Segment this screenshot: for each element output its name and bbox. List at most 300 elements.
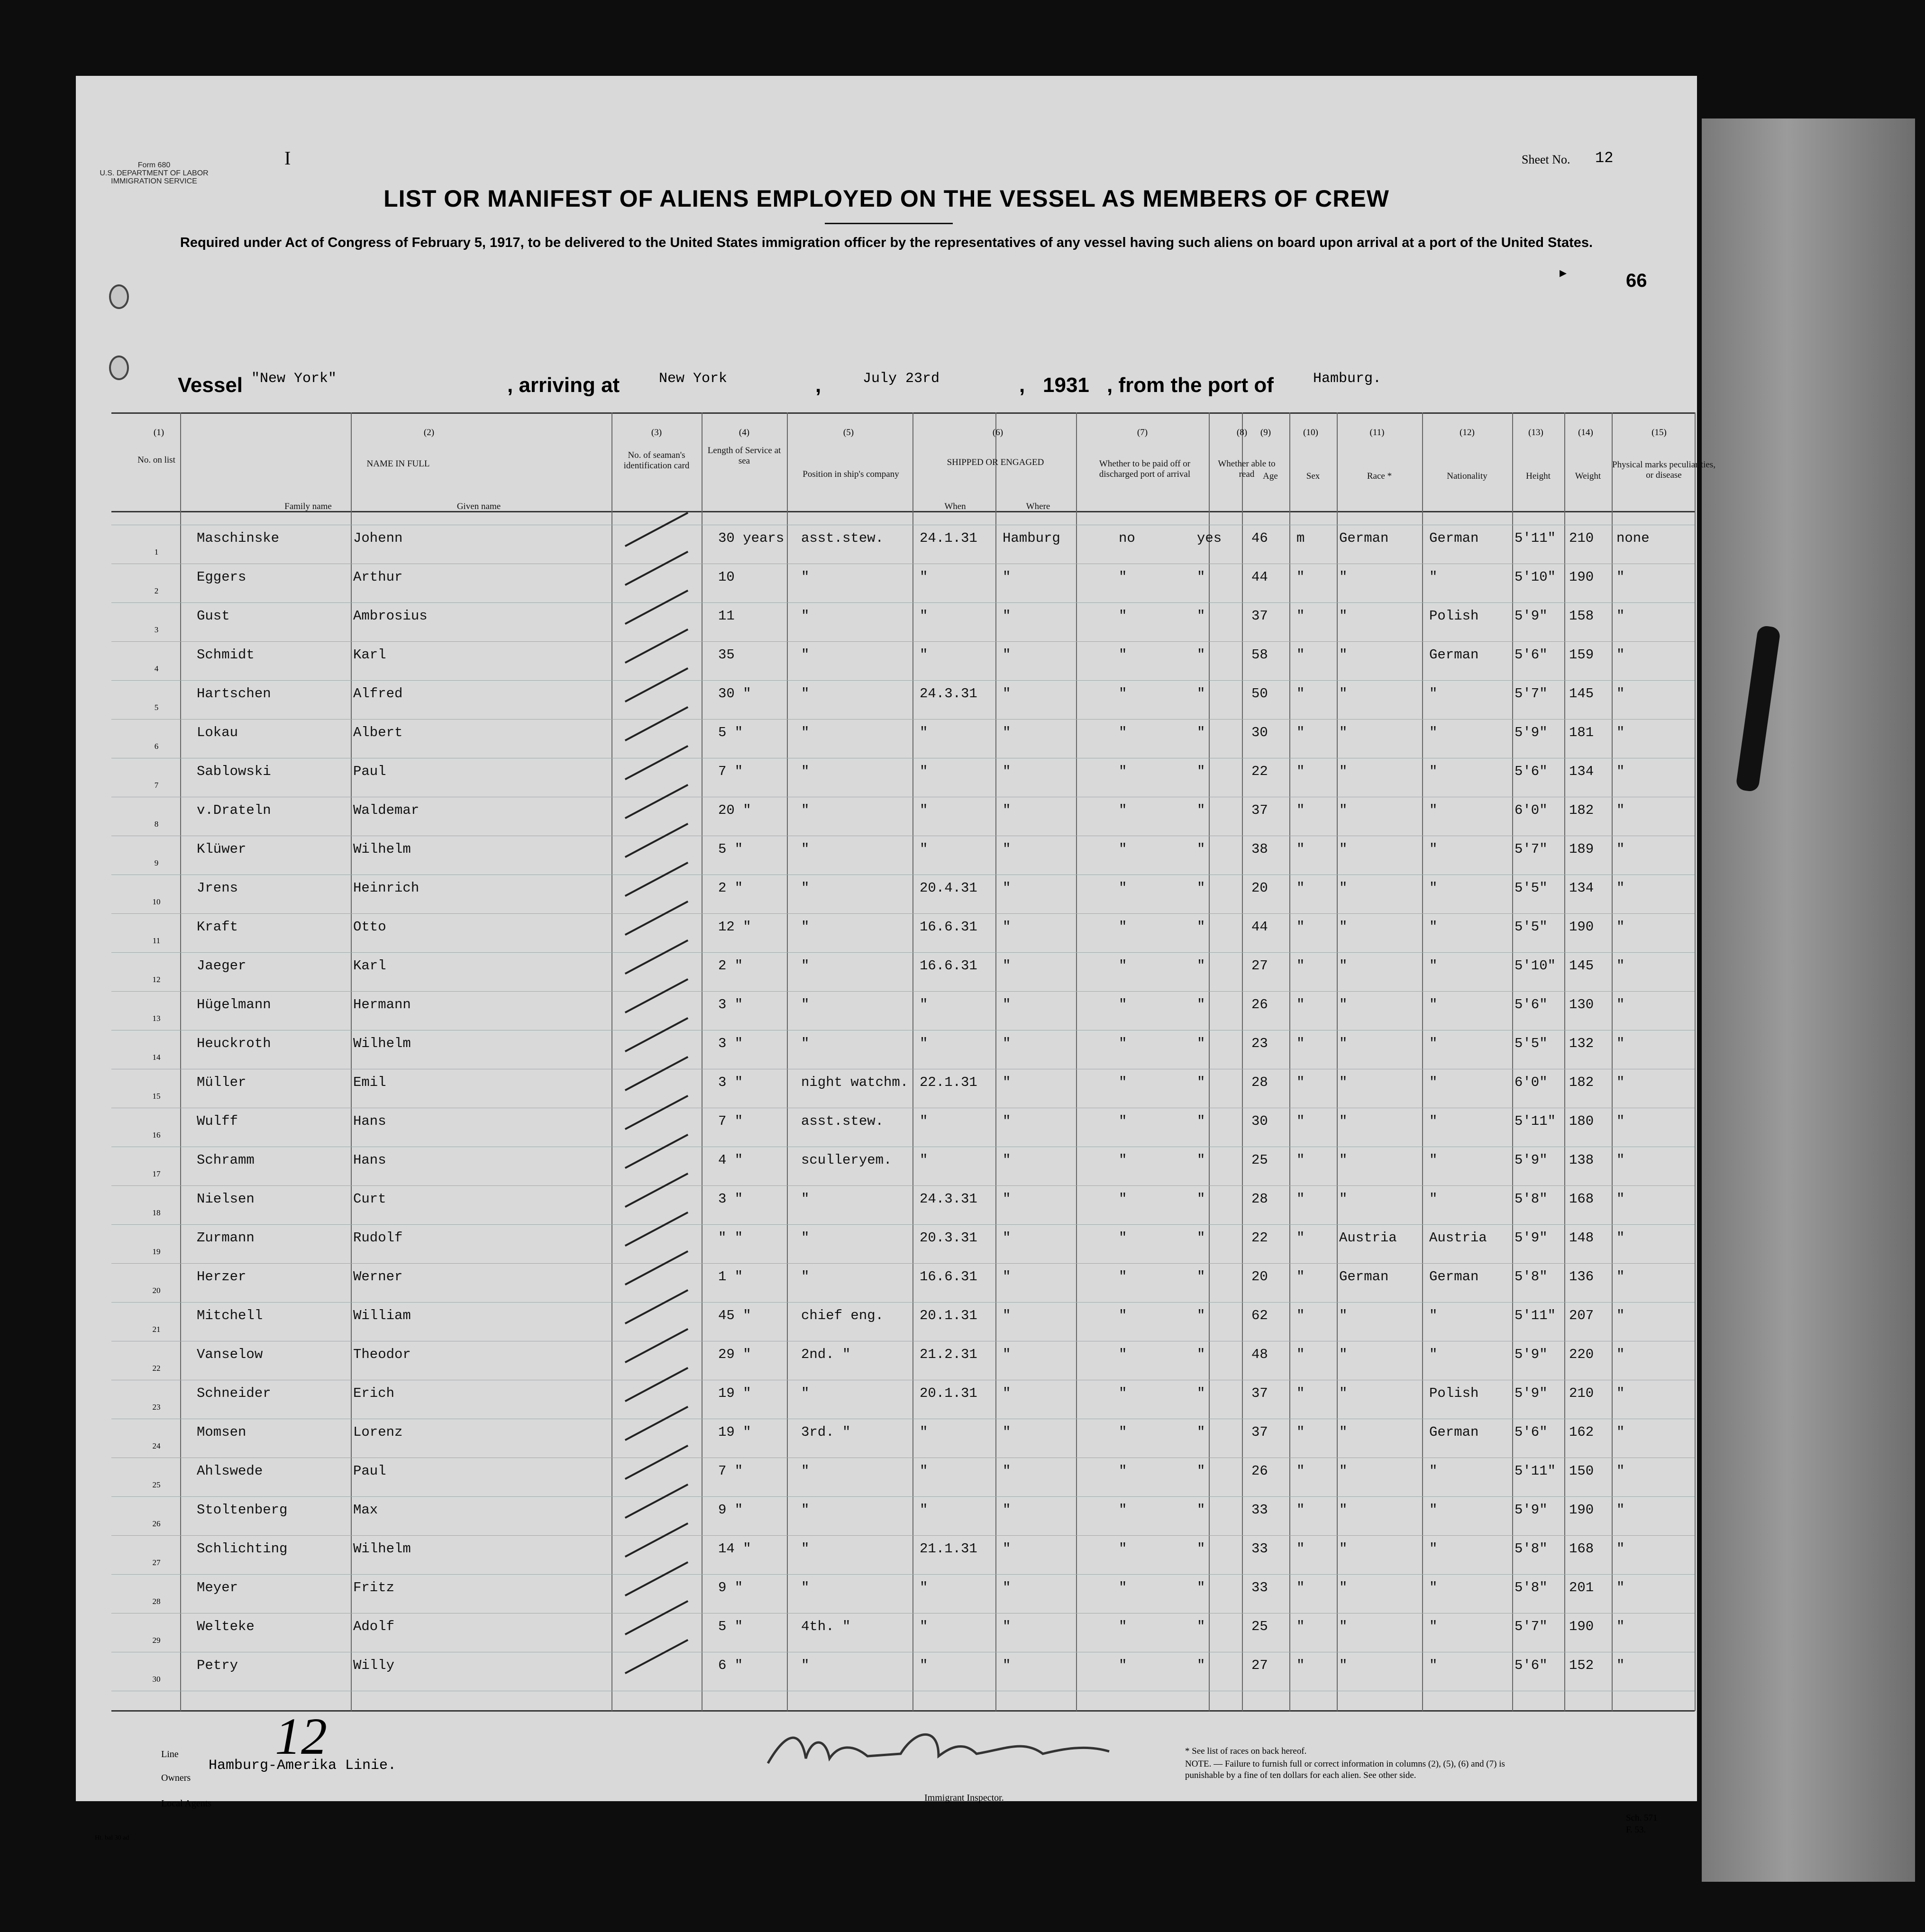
cell-where: " (1003, 802, 1011, 818)
cell-read: " (1197, 1385, 1205, 1401)
cell-race: " (1339, 1191, 1348, 1207)
cell-marks: " (1616, 1463, 1625, 1479)
cell-read: " (1197, 1541, 1205, 1557)
tick-mark: ▸ (1560, 265, 1567, 281)
col-age: Age (1263, 471, 1278, 481)
cell-age: 26 (1251, 997, 1268, 1012)
check-mark (625, 784, 688, 819)
cell-marks: " (1616, 1308, 1625, 1323)
cell-marks: none (1616, 530, 1650, 546)
column-rule (1242, 412, 1243, 1711)
ink-stroke (1735, 625, 1781, 792)
cell-where: " (1003, 1463, 1011, 1479)
cell-given: Max (353, 1502, 378, 1518)
cell-nationality: " (1429, 1152, 1438, 1168)
cell-age: 44 (1251, 919, 1268, 935)
cell-weight: 152 (1569, 1658, 1594, 1673)
cell-marks: " (1616, 1075, 1625, 1090)
cell-position: " (801, 919, 810, 935)
cell-sex: " (1296, 1502, 1305, 1518)
cell-height: 5'6" (1514, 764, 1548, 779)
cell-sex: " (1296, 647, 1305, 663)
cell-nationality: " (1429, 686, 1438, 702)
cell-sex: " (1296, 1541, 1305, 1557)
cell-race: " (1339, 1075, 1348, 1090)
cell-age: 25 (1251, 1619, 1268, 1634)
cell-family: Momsen (197, 1424, 246, 1440)
cell-service: 11 (718, 608, 735, 624)
cell-age: 37 (1251, 608, 1268, 624)
cell-when: " (920, 1658, 928, 1673)
column-rule (1076, 412, 1077, 1711)
arriving-port: New York (659, 371, 728, 387)
cell-read: " (1197, 1658, 1205, 1673)
cell-given: Wilhelm (353, 1036, 411, 1051)
cell-when: 24.3.31 (920, 1191, 977, 1207)
cell-race: " (1339, 1036, 1348, 1051)
cell-family: Stoltenberg (197, 1502, 288, 1518)
cell-race: " (1339, 569, 1348, 585)
cell-height: 6'0" (1514, 1075, 1548, 1090)
cell-paid: " (1119, 919, 1127, 935)
cell-position: " (801, 997, 810, 1012)
check-mark (625, 590, 688, 625)
cell-height: 5'8" (1514, 1269, 1548, 1285)
row-number: 8 (154, 820, 159, 829)
cell-sex: " (1296, 569, 1305, 585)
cell-family: Meyer (197, 1580, 238, 1595)
cell-sex: " (1296, 686, 1305, 702)
cell-when: " (920, 1152, 928, 1168)
row-rule (111, 719, 1695, 720)
cell-paid: " (1119, 1619, 1127, 1634)
check-mark (625, 1406, 688, 1441)
column-rule (180, 412, 181, 1711)
cell-marks: " (1616, 1424, 1625, 1440)
print-code: Ht. bal 30 ad (95, 1834, 129, 1841)
cell-position: " (801, 802, 810, 818)
cell-when: " (920, 1619, 928, 1634)
column-rule (1512, 412, 1513, 1711)
cell-position: " (801, 1385, 810, 1401)
cell-paid: " (1119, 1502, 1127, 1518)
cell-given: Paul (353, 764, 386, 779)
cell-marks: " (1616, 647, 1625, 663)
cell-service: 3 " (718, 1191, 743, 1207)
cell-paid: " (1119, 958, 1127, 974)
column-number: (3) (651, 428, 662, 437)
cell-sex: " (1296, 725, 1305, 740)
row-rule (111, 1535, 1695, 1536)
cell-where: " (1003, 1385, 1011, 1401)
column-rule (611, 412, 612, 1711)
cell-family: v.Drateln (197, 802, 271, 818)
cell-height: 5'10" (1514, 958, 1556, 974)
column-number: (12) (1460, 428, 1475, 437)
cell-paid: " (1119, 841, 1127, 857)
cell-family: Müller (197, 1075, 246, 1090)
cell-weight: 210 (1569, 1385, 1594, 1401)
cell-height: 5'11" (1514, 1463, 1556, 1479)
row-rule (111, 952, 1695, 953)
cell-height: 5'11" (1514, 1113, 1556, 1129)
cell-read: " (1197, 686, 1205, 702)
cell-weight: 150 (1569, 1463, 1594, 1479)
row-rule (111, 1302, 1695, 1303)
cell-nationality: " (1429, 569, 1438, 585)
row-number: 7 (154, 781, 159, 790)
cell-nationality: Polish (1429, 1385, 1479, 1401)
cell-family: Klüwer (197, 841, 246, 857)
cell-family: Jrens (197, 880, 238, 896)
cell-nationality: " (1429, 1541, 1438, 1557)
date-comma: , (815, 374, 821, 397)
cell-race: " (1339, 1541, 1348, 1557)
cell-when: " (920, 1424, 928, 1440)
cell-service: 19 " (718, 1424, 751, 1440)
cell-position: " (801, 958, 810, 974)
cell-where: " (1003, 1424, 1011, 1440)
cell-sex: " (1296, 802, 1305, 818)
cell-age: 30 (1251, 725, 1268, 740)
row-number: 23 (152, 1403, 161, 1412)
row-number: 30 (152, 1675, 161, 1684)
cell-marks: " (1616, 686, 1625, 702)
cell-paid: no (1119, 530, 1135, 546)
title-rule (825, 223, 953, 224)
cell-race: " (1339, 764, 1348, 779)
cell-family: Heuckroth (197, 1036, 271, 1051)
cell-nationality: " (1429, 802, 1438, 818)
cell-position: " (801, 725, 810, 740)
cell-height: 5'9" (1514, 1347, 1548, 1362)
check-mark (625, 551, 688, 586)
cell-height: 5'7" (1514, 686, 1548, 702)
cell-weight: 181 (1569, 725, 1594, 740)
cell-position: asst.stew. (801, 530, 884, 546)
cell-height: 5'11" (1514, 1308, 1556, 1323)
cell-race: German (1339, 1269, 1389, 1285)
cell-age: 20 (1251, 880, 1268, 896)
cell-sex: " (1296, 1463, 1305, 1479)
column-rule (1209, 412, 1210, 1711)
cell-service: 20 " (718, 802, 751, 818)
cell-read: " (1197, 1230, 1205, 1246)
check-mark (625, 1134, 688, 1169)
check-mark (625, 862, 688, 897)
cell-read: " (1197, 1502, 1205, 1518)
check-mark (625, 1600, 688, 1635)
cell-race: " (1339, 1658, 1348, 1673)
column-rule (1564, 412, 1565, 1711)
cell-weight: 190 (1569, 919, 1594, 935)
handwritten-count: 12 (275, 1707, 327, 1765)
document-title: LIST OR MANIFEST OF ALIENS EMPLOYED ON THE VESSEL AS MEMBERS OF CREW (383, 185, 1389, 212)
cell-marks: " (1616, 725, 1625, 740)
cell-family: Herzer (197, 1269, 246, 1285)
check-mark (625, 667, 688, 702)
cell-marks: " (1616, 1580, 1625, 1595)
cell-nationality: German (1429, 1269, 1479, 1285)
cell-paid: " (1119, 686, 1127, 702)
cell-given: Hans (353, 1152, 386, 1168)
cell-paid: " (1119, 1113, 1127, 1129)
cell-position: " (801, 1463, 810, 1479)
cell-where: " (1003, 1502, 1011, 1518)
cell-where: " (1003, 1152, 1011, 1168)
cell-nationality: German (1429, 530, 1479, 546)
row-number: 28 (152, 1597, 161, 1606)
row-rule (111, 1263, 1695, 1264)
cell-height: 5'7" (1514, 841, 1548, 857)
table-top-rule (111, 412, 1695, 414)
check-mark (625, 1250, 688, 1285)
column-number: (15) (1651, 428, 1667, 437)
cell-sex: " (1296, 958, 1305, 974)
vessel-name: "New York" (251, 371, 337, 387)
row-number: 17 (152, 1169, 161, 1178)
cell-paid: " (1119, 1580, 1127, 1595)
cell-marks: " (1616, 1385, 1625, 1401)
check-mark (625, 1095, 688, 1130)
column-number: (6) (992, 428, 1004, 437)
cell-when: " (920, 569, 928, 585)
cell-sex: " (1296, 1152, 1305, 1168)
cell-where: " (1003, 919, 1011, 935)
cell-position: 3rd. " (801, 1424, 851, 1440)
cell-age: 20 (1251, 1269, 1268, 1285)
cell-paid: " (1119, 1230, 1127, 1246)
cell-service: 2 " (718, 958, 743, 974)
row-number: 10 (152, 897, 161, 906)
cell-family: Maschinske (197, 530, 280, 546)
cell-position: sculleryem. (801, 1152, 892, 1168)
column-number: (7) (1137, 428, 1148, 437)
cell-paid: " (1119, 1424, 1127, 1440)
cell-marks: " (1616, 608, 1625, 624)
vessel-label: Vessel (178, 374, 243, 397)
cell-height: 5'9" (1514, 1152, 1548, 1168)
cell-read: " (1197, 764, 1205, 779)
row-number: 3 (154, 625, 159, 634)
cell-where: " (1003, 1036, 1011, 1051)
cell-read: yes (1197, 530, 1222, 546)
cell-read: " (1197, 1580, 1205, 1595)
col-physical-marks: Physical marks peculiarities, or disease (1612, 460, 1715, 480)
row-number: 29 (152, 1636, 161, 1645)
cell-nationality: " (1429, 1580, 1438, 1595)
cell-marks: " (1616, 1191, 1625, 1207)
cell-where: " (1003, 1619, 1011, 1634)
cell-sex: " (1296, 1385, 1305, 1401)
cell-race: " (1339, 1424, 1348, 1440)
cell-service: 14 " (718, 1541, 751, 1557)
cell-read: " (1197, 647, 1205, 663)
cell-age: 33 (1251, 1541, 1268, 1557)
column-number: (4) (739, 428, 750, 437)
cell-position: " (801, 569, 810, 585)
cell-nationality: " (1429, 919, 1438, 935)
cell-weight: 207 (1569, 1308, 1594, 1323)
cell-service: 3 " (718, 1036, 743, 1051)
check-mark (625, 629, 688, 664)
cell-family: Jaeger (197, 958, 246, 974)
cell-read: " (1197, 569, 1205, 585)
cell-when: " (920, 608, 928, 624)
cell-when: 20.3.31 (920, 1230, 977, 1246)
cell-sex: m (1296, 530, 1305, 546)
column-number: (8) (1236, 428, 1248, 437)
cell-given: Karl (353, 958, 386, 974)
cell-service: 3 " (718, 997, 743, 1012)
cell-paid: " (1119, 725, 1127, 740)
cell-age: 25 (1251, 1152, 1268, 1168)
cell-family: Schlichting (197, 1541, 288, 1557)
cell-age: 28 (1251, 1191, 1268, 1207)
cell-marks: " (1616, 1269, 1625, 1285)
cell-when: " (920, 725, 928, 740)
cell-weight: 201 (1569, 1580, 1594, 1595)
cell-nationality: Polish (1429, 608, 1479, 624)
document-subtitle: Required under Act of Congress of February 5, 1917, to be delivered to the United States immigration officer by the representatives of any vessel having such aliens on board upon arrival at a port of the United States. (180, 235, 1593, 250)
cell-where: " (1003, 1191, 1011, 1207)
cell-height: 5'5" (1514, 880, 1548, 896)
cell-given: Adolf (353, 1619, 395, 1634)
cell-marks: " (1616, 880, 1625, 896)
cell-sex: " (1296, 919, 1305, 935)
row-number: 27 (152, 1558, 161, 1567)
cell-marks: " (1616, 764, 1625, 779)
column-number: (5) (843, 428, 854, 437)
cell-height: 5'9" (1514, 1502, 1548, 1518)
cell-race: " (1339, 1580, 1348, 1595)
cell-sex: " (1296, 608, 1305, 624)
cell-race: " (1339, 647, 1348, 663)
schedule-number: Sch. 571 (1626, 1813, 1658, 1823)
penalty-note: NOTE. — Failure to furnish full or correct information in columns (2), (5), (6) and (7) is punishable by a fine of ten dollars for each alien. See other side. (1185, 1759, 1505, 1780)
cell-age: 22 (1251, 764, 1268, 779)
col-id-card: No. of seaman's identification card (623, 450, 690, 471)
check-mark (625, 1056, 688, 1091)
cell-nationality: " (1429, 1658, 1438, 1673)
cell-weight: 145 (1569, 958, 1594, 974)
cell-paid: " (1119, 1658, 1127, 1673)
cell-height: 5'11" (1514, 530, 1556, 546)
cell-where: " (1003, 841, 1011, 857)
cell-position: " (801, 1230, 810, 1246)
cell-where: " (1003, 1230, 1011, 1246)
cell-family: Wulff (197, 1113, 238, 1129)
cell-family: Zurmann (197, 1230, 255, 1246)
cell-nationality: " (1429, 1113, 1438, 1129)
cell-where: " (1003, 1113, 1011, 1129)
cell-race: " (1339, 802, 1348, 818)
row-rule (111, 1224, 1695, 1225)
cell-given: Wilhelm (353, 1541, 411, 1557)
cell-race: " (1339, 1113, 1348, 1129)
cell-height: 5'6" (1514, 1658, 1548, 1673)
col-race: Race * (1367, 471, 1392, 481)
cell-height: 5'9" (1514, 725, 1548, 740)
cell-height: 5'7" (1514, 1619, 1548, 1634)
cell-sex: " (1296, 1424, 1305, 1440)
form-number: Form 680 (137, 161, 171, 169)
cell-when: " (920, 1580, 928, 1595)
check-mark (625, 901, 688, 936)
col-name-in-full: NAME IN FULL (366, 459, 430, 469)
col-nationality: Nationality (1447, 471, 1487, 481)
cell-nationality: " (1429, 880, 1438, 896)
sheet-number: 12 (1595, 149, 1614, 167)
check-mark (625, 1639, 688, 1674)
column-rule (995, 412, 996, 1711)
row-rule (111, 641, 1695, 642)
column-rule (912, 412, 913, 1711)
cell-given: Arthur (353, 569, 403, 585)
cell-race: Austria (1339, 1230, 1397, 1246)
cell-nationality: " (1429, 1463, 1438, 1479)
cell-when: 16.6.31 (920, 919, 977, 935)
cell-age: 27 (1251, 1658, 1268, 1673)
cell-where: " (1003, 1658, 1011, 1673)
cell-marks: " (1616, 569, 1625, 585)
cell-race: German (1339, 530, 1389, 546)
cell-sex: " (1296, 1075, 1305, 1090)
cell-race: " (1339, 1152, 1348, 1168)
cell-height: 5'9" (1514, 1385, 1548, 1401)
cell-read: " (1197, 1036, 1205, 1051)
cell-age: 62 (1251, 1308, 1268, 1323)
column-number: (14) (1578, 428, 1593, 437)
cell-position: " (801, 841, 810, 857)
inspector-label: Immigrant Inspector. (924, 1793, 1004, 1803)
cell-position: " (801, 1036, 810, 1051)
cell-marks: " (1616, 1619, 1625, 1634)
cell-weight: 132 (1569, 1036, 1594, 1051)
cell-height: 5'6" (1514, 1424, 1548, 1440)
column-number: (13) (1528, 428, 1543, 437)
row-number: 9 (154, 858, 159, 867)
cell-weight: 148 (1569, 1230, 1594, 1246)
cell-service: " " (718, 1230, 743, 1246)
cell-service: 6 " (718, 1658, 743, 1673)
left-mark: I (284, 147, 291, 169)
cell-given: Hans (353, 1113, 386, 1129)
cell-service: 7 " (718, 1113, 743, 1129)
row-number: 26 (152, 1519, 161, 1528)
cell-given: Alfred (353, 686, 403, 702)
form-code: F. 53. (1626, 1825, 1646, 1835)
cell-race: " (1339, 880, 1348, 896)
row-number: 13 (152, 1014, 161, 1023)
cell-family: Hügelmann (197, 997, 271, 1012)
cell-where: " (1003, 997, 1011, 1012)
cell-when: " (920, 1036, 928, 1051)
cell-paid: " (1119, 1385, 1127, 1401)
cell-service: 30 " (718, 686, 751, 702)
cell-position: " (801, 1191, 810, 1207)
cell-height: 5'6" (1514, 647, 1548, 663)
row-number: 4 (154, 664, 159, 673)
cell-weight: 190 (1569, 1619, 1594, 1634)
cell-age: 28 (1251, 1075, 1268, 1090)
cell-position: asst.stew. (801, 1113, 884, 1129)
cell-weight: 145 (1569, 686, 1594, 702)
cell-paid: " (1119, 880, 1127, 896)
cell-weight: 138 (1569, 1152, 1594, 1168)
check-mark (625, 939, 688, 975)
cell-when: " (920, 764, 928, 779)
